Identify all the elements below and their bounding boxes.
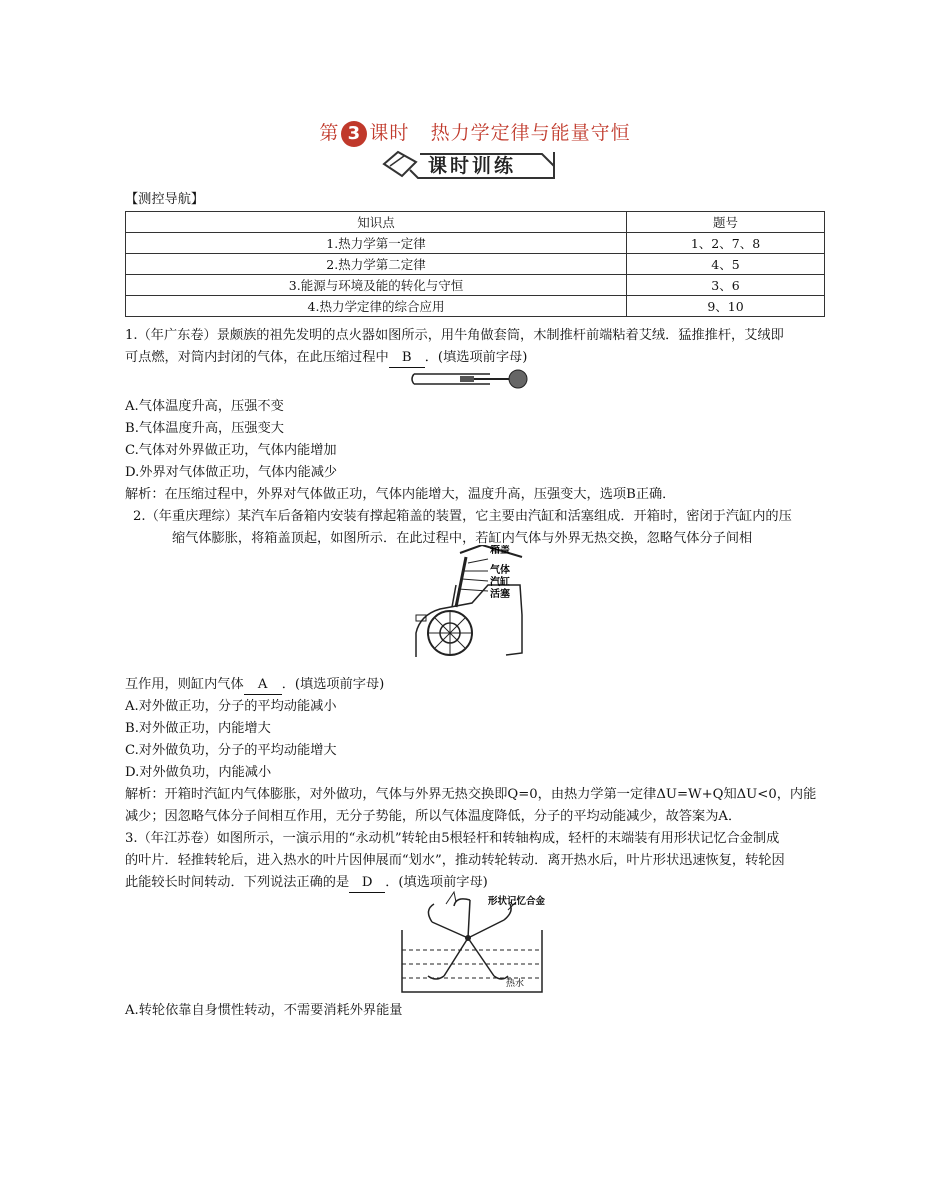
lesson-number-badge: 3 xyxy=(341,121,367,147)
table-cell: 1.热力学第一定律 xyxy=(126,233,627,254)
q1-option: D.外界对气体做正功，气体内能减少 xyxy=(125,465,338,480)
q2-text-line3: 互作用，则缸内气体 A ．(填选项前字母) xyxy=(125,676,384,695)
table-row xyxy=(126,233,825,254)
q3-text-line1: 3.（年江苏卷）如图所示，一演示用的“永动机”转轮由5根轻杆和转轴构成，轻杆的末端装有用形状记忆合金制成 xyxy=(125,831,780,846)
q3-option: A.转轮依靠自身惯性转动，不需要消耗外界能量 xyxy=(125,1003,403,1018)
q2-text-line2: 缩气体膨胀，将箱盖顶起，如图所示．在此过程中，若缸内气体与外界无热交换，忽略气体分子间相 xyxy=(172,531,753,546)
table-row xyxy=(126,254,825,275)
table-row xyxy=(126,275,825,296)
q3-text-line2: 的叶片．轻推转轮后，进入热水的叶片因伸展而“划水”，推动转轮转动．离开热水后，叶片形状迅速恢复，转轮因 xyxy=(125,853,785,868)
section-banner xyxy=(378,148,558,180)
table-cell: 3.能源与环境及能的转化与守恒 xyxy=(126,275,627,296)
table-cell: 3、6 xyxy=(627,275,825,296)
q1-text-line2: 可点燃，对筒内封闭的气体，在此压缩过程中 B ．(填选项前字母) xyxy=(125,349,527,368)
lesson-title: 第 3 课时 热力学定律与能量守恒 xyxy=(0,118,950,147)
banner-title: 课时训练 xyxy=(428,155,517,177)
fig-label-shape-memory-alloy: 形状记忆合金 xyxy=(488,896,546,907)
q1-option: B.气体温度升高，压强变大 xyxy=(125,421,284,436)
q1-option: A.气体温度升高，压强不变 xyxy=(125,399,284,414)
table-header-row xyxy=(126,212,825,233)
fig-label-hot-water: 热水 xyxy=(506,979,525,989)
table-cell: 1、2、7、8 xyxy=(627,233,825,254)
table-cell: 9、10 xyxy=(627,296,825,317)
q2-analysis-line2: 减少；因忽略气体分子间相互作用，无分子势能，所以气体温度降低，分子的平均动能减少，故答案为A． xyxy=(125,809,742,824)
table-header: 题号 xyxy=(627,212,825,233)
q2-option: B.对外做正功，内能增大 xyxy=(125,721,271,736)
q2-option: A.对外做正功，分子的平均动能减小 xyxy=(125,699,337,714)
table-row xyxy=(126,296,825,317)
perpetual-wheel-figure xyxy=(398,890,548,996)
q2-answer-blank: A xyxy=(244,676,282,695)
q2-option: D.对外做负功，内能减小 xyxy=(125,765,272,780)
knowledge-table xyxy=(125,211,825,317)
fire-piston-figure xyxy=(410,366,530,392)
table-cell: 2.热力学第二定律 xyxy=(126,254,627,275)
q2-text-line1: 2.（年重庆理综）某汽车后备箱内安装有撑起箱盖的装置，它主要由汽缸和活塞组成．开箱时，密闭于汽缸内的压 xyxy=(133,509,792,524)
q3-answer-blank: D xyxy=(349,874,385,893)
car-trunk-figure xyxy=(410,545,530,665)
q1-option: C.气体对外界做正功，气体内能增加 xyxy=(125,443,337,458)
q2-analysis-line1: 解析：开箱时汽缸内气体膨胀，对外做功，气体与外界无热交换即Q=0，由热力学第一定律ΔU=W+Q知ΔU<0，内能 xyxy=(125,787,817,802)
table-header: 知识点 xyxy=(126,212,627,233)
table-cell: 4、5 xyxy=(627,254,825,275)
q2-option: C.对外做负功，分子的平均动能增大 xyxy=(125,743,337,758)
q1-text-line1: 1.（年广东卷）景颇族的祖先发明的点火器如图所示，用牛角做套筒，木制推杆前端粘着艾绒．猛推推杆，艾绒即 xyxy=(125,328,784,343)
q3-text-line3: 此能较长时间转动．下列说法正确的是 D ．(填选项前字母) xyxy=(125,874,488,893)
q1-analysis: 解析：在压缩过程中，外界对气体做正功，气体内能增大，温度升高，压强变大，选项B正确． xyxy=(125,487,676,502)
table-cell: 4.热力学定律的综合应用 xyxy=(126,296,627,317)
fig-label-gas: 气体 xyxy=(490,565,510,576)
q1-answer-blank: B xyxy=(389,349,425,368)
fig-label-cylinder: 汽缸 xyxy=(490,577,510,588)
fig-label-piston: 活塞 xyxy=(490,589,510,600)
nav-heading: 【测控导航】 xyxy=(125,192,205,207)
fig-label-box-lid: 箱盖 xyxy=(490,545,510,556)
